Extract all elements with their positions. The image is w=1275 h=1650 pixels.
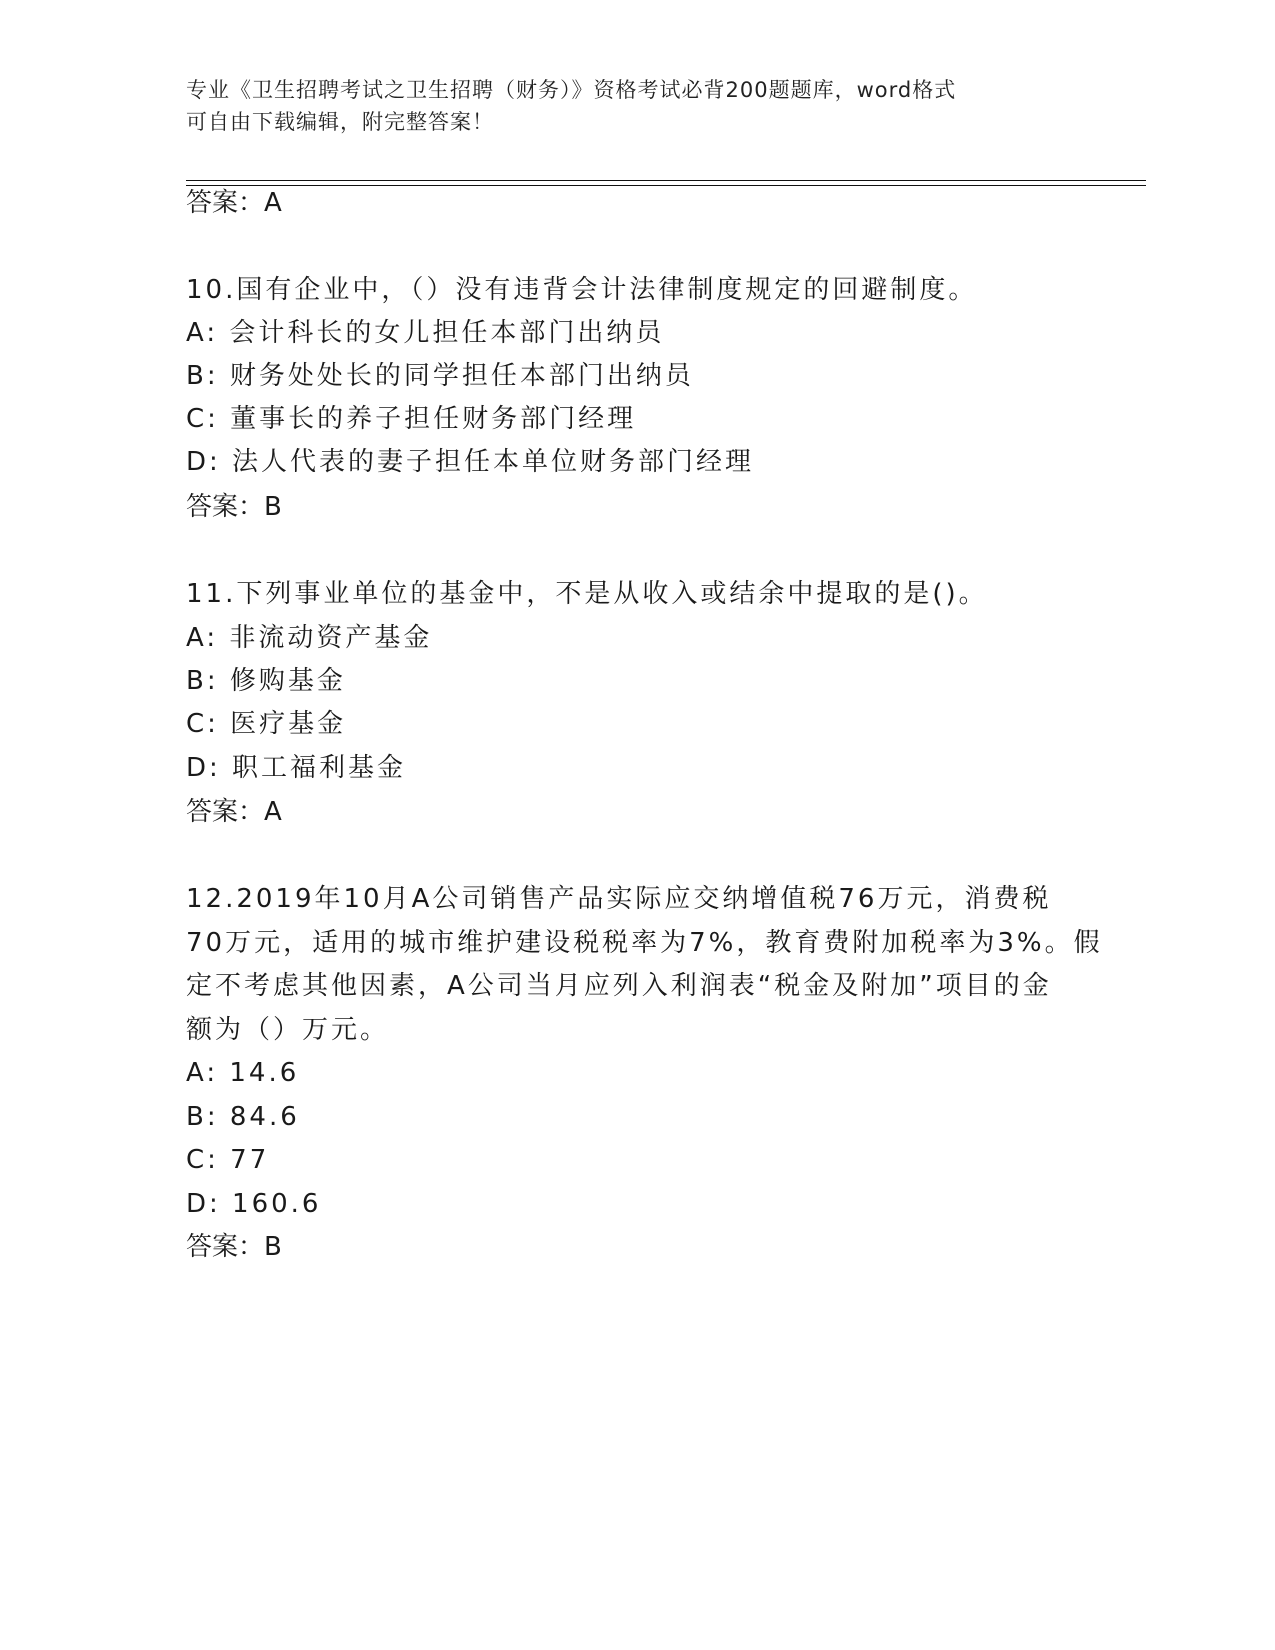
question-10-option-c: C: 董事长的养子担任财务部门经理 <box>186 404 637 434</box>
question-12-stem-line-3: 定不考虑其他因素，A公司当月应列入利润表“税金及附加”项目的金 <box>186 971 1052 1001</box>
header-divider-top <box>186 180 1146 181</box>
question-12-stem-line-4: 额为（）万元。 <box>186 1015 390 1045</box>
question-12-option-c: C: 77 <box>186 1145 270 1175</box>
header-title-line-2: 可自由下载编辑，附完整答案！ <box>186 110 494 134</box>
question-11-answer: 答案：A <box>186 797 282 827</box>
question-12-option-b: B: 84.6 <box>186 1102 300 1132</box>
question-11-option-a: A: 非流动资产基金 <box>186 623 433 653</box>
question-12-stem-line-1: 12.2019年10月A公司销售产品实际应交纳增值税76万元，消费税 <box>186 884 1052 914</box>
previous-answer: 答案：A <box>186 188 282 218</box>
question-12-option-d: D: 160.6 <box>186 1189 322 1219</box>
question-10-option-d: D: 法人代表的妻子担任本单位财务部门经理 <box>186 447 755 477</box>
header-divider-bottom <box>186 185 1146 186</box>
question-11-option-c: C: 医疗基金 <box>186 709 347 739</box>
question-10-answer: 答案：B <box>186 492 282 522</box>
question-10-option-b: B: 财务处处长的同学担任本部门出纳员 <box>186 361 694 391</box>
question-12-option-a: A: 14.6 <box>186 1058 300 1088</box>
header-title-line-1: 专业《卫生招聘考试之卫生招聘（财务）》资格考试必背200题题库，word格式 <box>186 78 957 102</box>
question-11-option-b: B: 修购基金 <box>186 666 346 696</box>
document-header <box>186 74 1086 138</box>
question-10-option-a: A: 会计科长的女儿担任本部门出纳员 <box>186 318 665 348</box>
question-12-answer: 答案：B <box>186 1232 282 1262</box>
question-11-option-d: D: 职工福利基金 <box>186 753 407 783</box>
question-10-stem: 10.国有企业中，（）没有违背会计法律制度规定的回避制度。 <box>186 275 978 305</box>
question-12-stem-line-2: 70万元，适用的城市维护建设税税率为7%，教育费附加税率为3%。假 <box>186 928 1103 958</box>
question-11-stem: 11.下列事业单位的基金中，不是从收入或结余中提取的是()。 <box>186 579 988 609</box>
